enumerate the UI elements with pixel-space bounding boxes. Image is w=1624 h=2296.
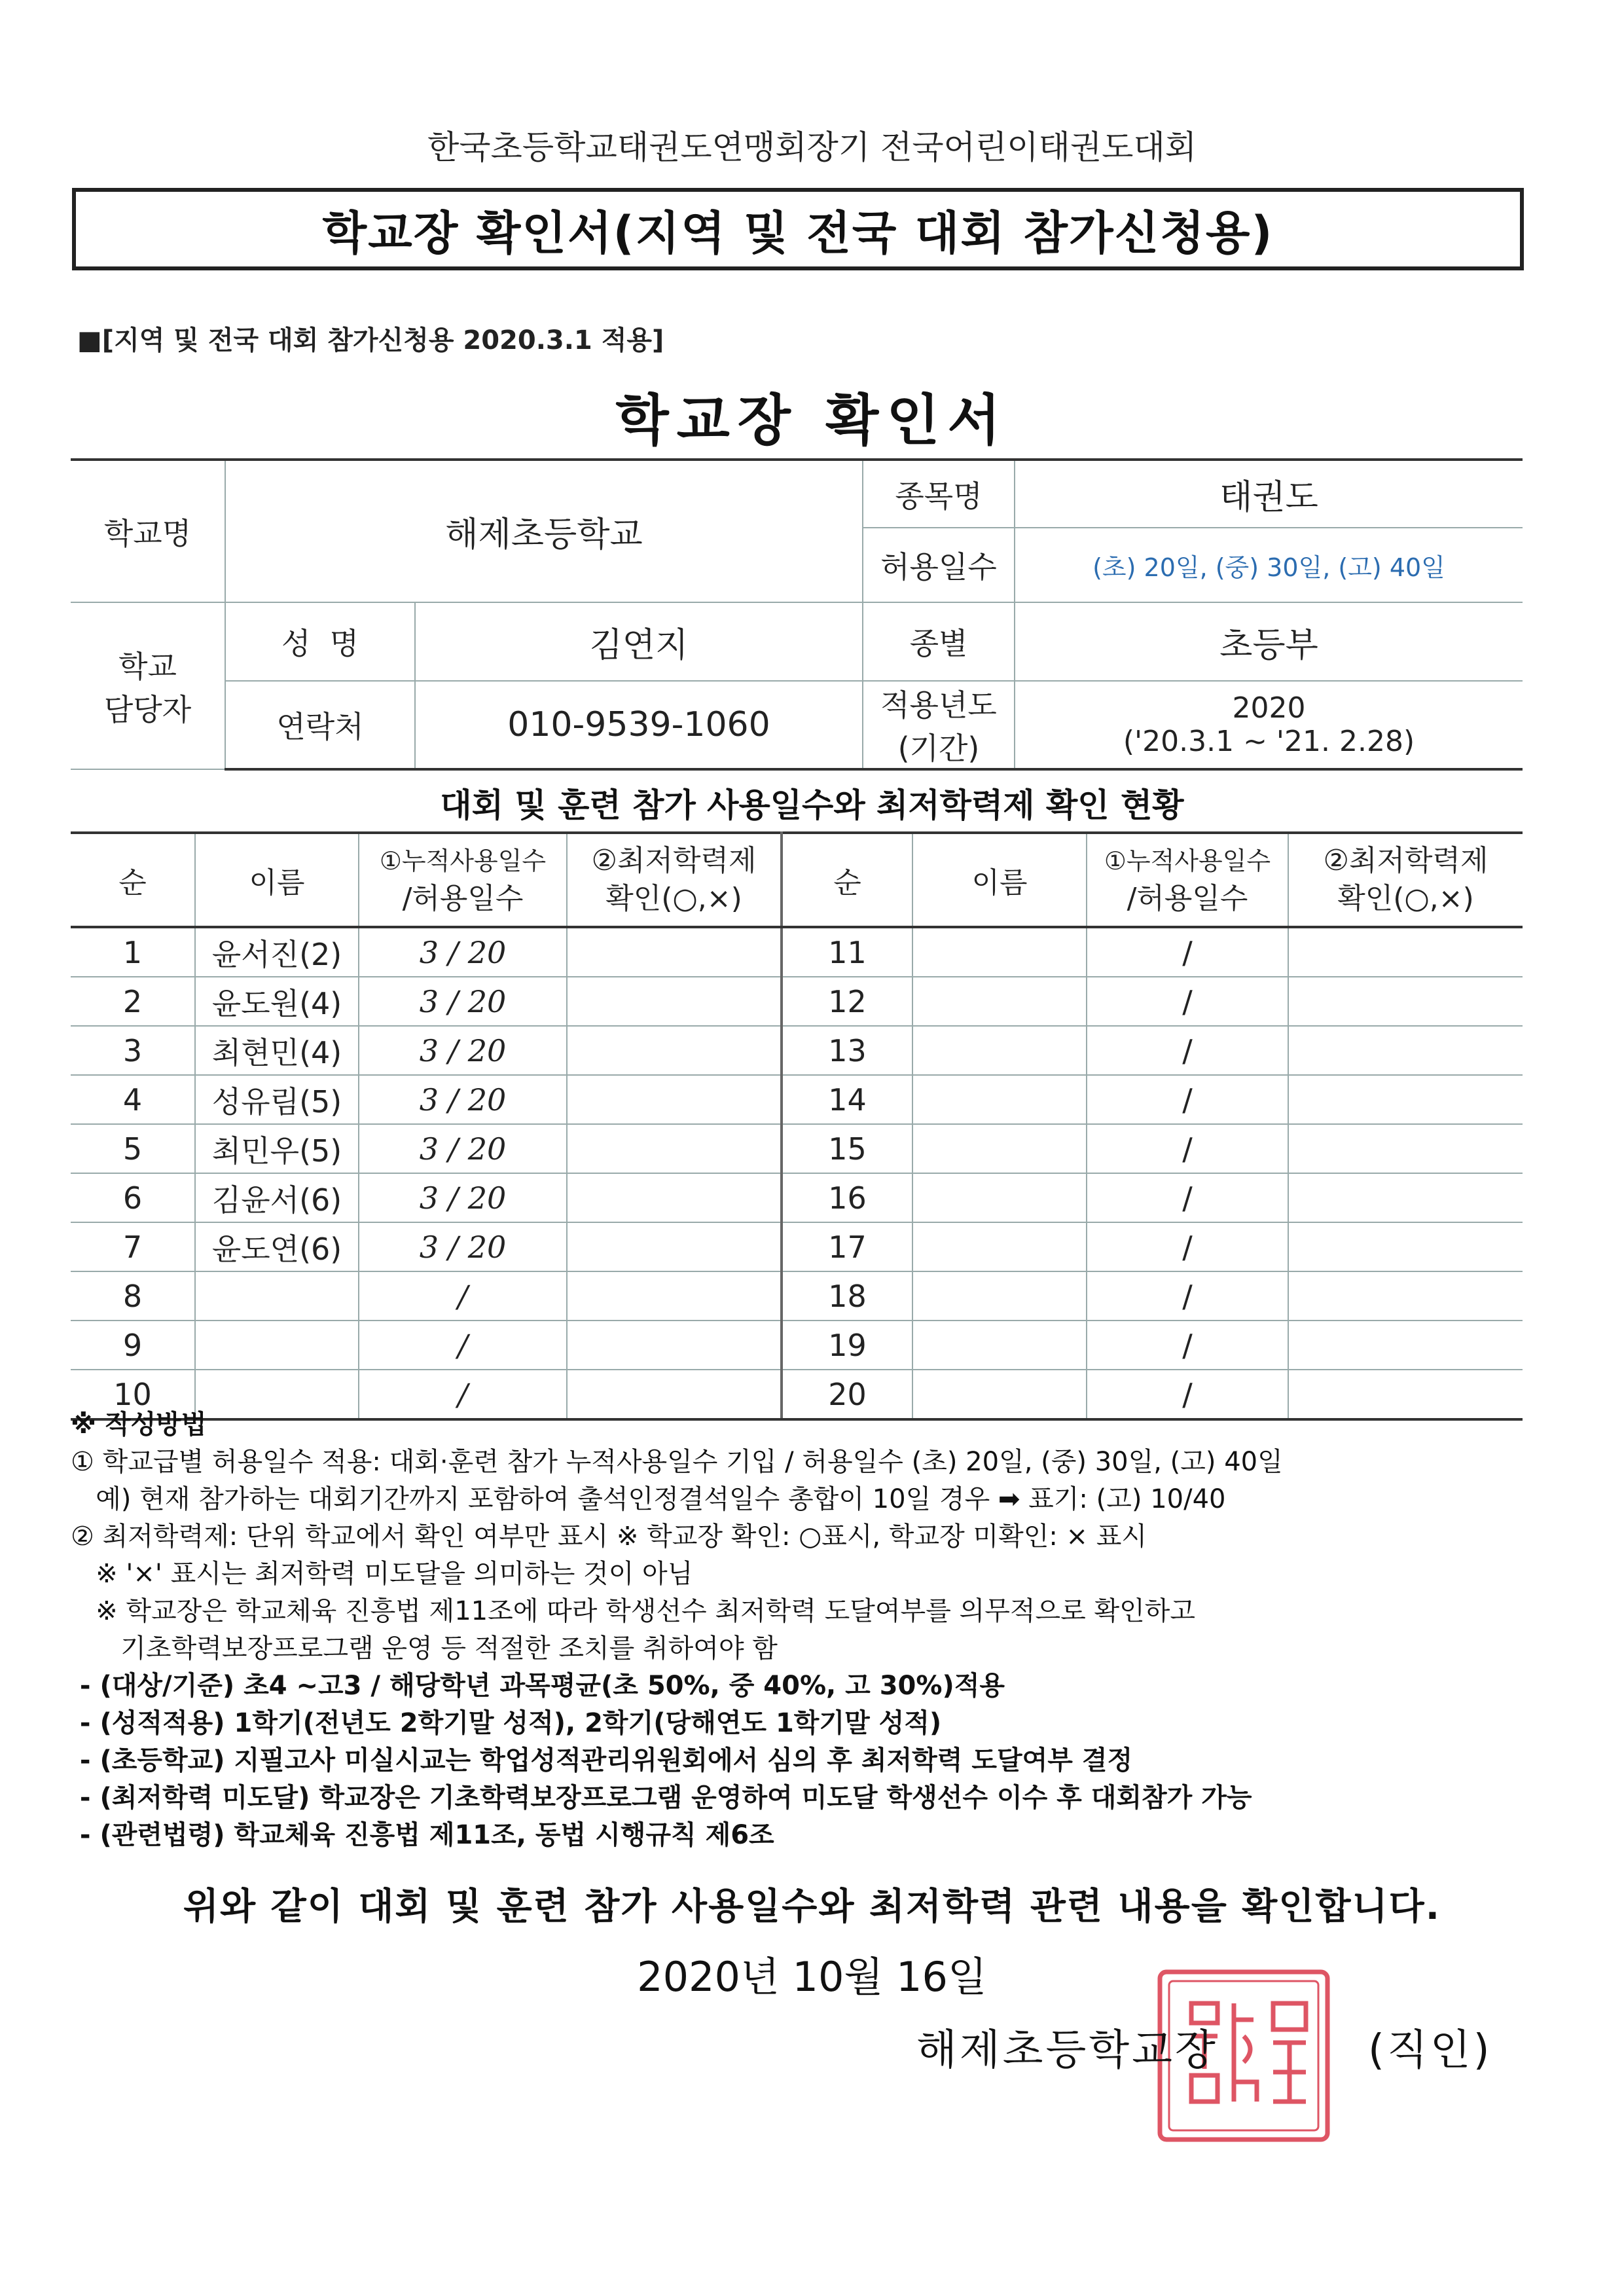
row-number: 6: [71, 1173, 195, 1222]
status-header-row: [71, 833, 1523, 927]
period-year: 2020: [1232, 691, 1306, 725]
main-title: 학교장 확인서: [615, 388, 1009, 452]
min-academic-check: [567, 1271, 782, 1321]
days-used: /: [359, 1321, 567, 1370]
row-number: 11: [782, 927, 912, 977]
status-table: [71, 831, 1523, 1421]
min-academic-check: [1288, 927, 1523, 977]
instruction-line: - (대상/기준) 초4 ~고3 / 해당학년 과목평균(초 50%, 중 40%, 고 30%)적용: [71, 1671, 1005, 1701]
document-date: 2020년 10월 16일: [637, 1953, 987, 2001]
min-academic-check: [1288, 1124, 1523, 1173]
contact-label: 연락처: [225, 681, 415, 769]
days-used: /: [1087, 977, 1288, 1026]
col-check-line1-right: ②최저학력제: [1323, 844, 1489, 877]
doc-title: 학교장 확인서(지역 및 전국 대회 참가신청용): [322, 206, 1274, 260]
student-name: [912, 1222, 1087, 1271]
row-number: 14: [782, 1075, 912, 1124]
manager-label-line1: 학교: [118, 648, 177, 684]
row-number: 1: [71, 927, 195, 977]
row-number: 20: [782, 1370, 912, 1419]
table-row: [71, 927, 1523, 977]
col-no-header: 순: [71, 833, 195, 927]
days-used: /: [1087, 1026, 1288, 1075]
col-name-header: 이름: [195, 833, 359, 927]
student-name: [912, 1271, 1087, 1321]
category-label: 종별: [863, 602, 1015, 681]
table-row: [71, 1124, 1523, 1173]
student-name: [912, 1026, 1087, 1075]
days-used: 3 / 20: [359, 1026, 567, 1075]
row-number: 12: [782, 977, 912, 1026]
days-used: 3 / 20: [359, 977, 567, 1026]
row-number: 7: [71, 1222, 195, 1271]
min-academic-check: [567, 1124, 782, 1173]
table-row: [71, 1026, 1523, 1075]
col-days-header: [359, 833, 567, 927]
manager-label: [71, 602, 225, 769]
doc-title-box: [72, 188, 1524, 270]
school-name: 해제초등학교: [225, 460, 863, 602]
student-name: 윤도연(6): [195, 1222, 359, 1271]
days-used: /: [1087, 1124, 1288, 1173]
table-row: [71, 1173, 1523, 1222]
status-body: [71, 927, 1523, 1419]
row-number: 8: [71, 1271, 195, 1321]
days-used: /: [1087, 927, 1288, 977]
instruction-line: 기초학력보장프로그램 운영 등 적절한 조치를 취하여야 함: [71, 1633, 778, 1664]
manager-label-line2: 담당자: [103, 691, 192, 727]
seal-label: (직인): [1368, 2026, 1492, 2075]
period-range: ('20.3.1 ~ '21. 2.28): [1123, 725, 1415, 758]
table-row: [71, 977, 1523, 1026]
row-number: 18: [782, 1271, 912, 1321]
student-name: 윤도원(4): [195, 977, 359, 1026]
student-name: 최민우(5): [195, 1124, 359, 1173]
days-used: 3 / 20: [359, 1124, 567, 1173]
row-number: 13: [782, 1026, 912, 1075]
min-academic-check: [1288, 1173, 1523, 1222]
col-check-line2: 확인(○,×): [605, 882, 742, 915]
instruction-line: 예) 현재 참가하는 대회기간까지 포함하여 출석인정결석일수 총합이 10일 경우 ➡ 표기: (고) 10/40: [71, 1484, 1226, 1514]
period-label-line2: (기간): [897, 731, 980, 766]
min-academic-check: [1288, 1321, 1523, 1370]
table-row: [71, 1271, 1523, 1321]
row-number: 16: [782, 1173, 912, 1222]
days-used: 3 / 20: [359, 1173, 567, 1222]
col-check-line1: ②최저학력제: [591, 844, 757, 877]
school-label: 학교명: [71, 460, 225, 602]
event-title: 한국초등학교태권도연맹회장기 전국어린이태권도대회: [427, 128, 1197, 166]
row-number: 3: [71, 1026, 195, 1075]
days-used: /: [1087, 1271, 1288, 1321]
row-number: 17: [782, 1222, 912, 1271]
row-number: 19: [782, 1321, 912, 1370]
instruction-line: ※ 학교장은 학교체육 진흥법 제11조에 따라 학생선수 최저학력 도달여부를 의무적으로 확인하고: [71, 1596, 1196, 1626]
contact-value: 010-9539-1060: [415, 681, 863, 769]
instruction-line: - (초등학교) 지필고사 미실시교는 학업성적관리위원회에서 심의 후 최저학력 도달여부 결정: [71, 1745, 1133, 1776]
confirm-sentence: 위와 같이 대회 및 훈련 참가 사용일수와 최저학력 관련 내용을 확인합니다.: [183, 1886, 1441, 1928]
min-academic-check: [1288, 1271, 1523, 1321]
instruction-line: - (관련법령) 학교체육 진흥법 제11조, 동법 시행규칙 제6조: [71, 1820, 774, 1850]
table-row: [71, 1321, 1523, 1370]
student-name: 윤서진(2): [195, 927, 359, 977]
sport-value: 태권도: [1015, 460, 1523, 528]
min-academic-check: [567, 1321, 782, 1370]
student-name: [912, 1173, 1087, 1222]
min-academic-check: [567, 1075, 782, 1124]
row-number: 5: [71, 1124, 195, 1173]
instructions-heading: ※ 작성방법: [71, 1410, 207, 1440]
instruction-line: ② 최저학력제: 단위 학교에서 확인 여부만 표시 ※ 학교장 확인: ○표시, 학교장 미확인: × 표시: [71, 1522, 1147, 1552]
days-used: 3 / 20: [359, 927, 567, 977]
min-academic-check: [1288, 1026, 1523, 1075]
min-academic-check: [567, 977, 782, 1026]
student-name: [195, 1321, 359, 1370]
signer-name: 해제초등학교장: [916, 2026, 1218, 2075]
student-name: [912, 1321, 1087, 1370]
manager-name: 김연지: [415, 602, 863, 681]
days-used: /: [1087, 1075, 1288, 1124]
student-name: [912, 927, 1087, 977]
col-days-header-right: [1087, 833, 1288, 927]
row-number: 10: [71, 1370, 195, 1419]
days-used: /: [1087, 1173, 1288, 1222]
col-days-line1-right: ①누적사용일수: [1104, 847, 1271, 875]
days-used: /: [359, 1271, 567, 1321]
min-academic-check: [567, 1026, 782, 1075]
instruction-line: - (최저학력 미도달) 학교장은 기초학력보장프로그램 운영하여 미도달 학생선수 이수 후 대회참가 가능: [71, 1783, 1252, 1813]
period-label: [863, 681, 1015, 769]
student-name: 최현민(4): [195, 1026, 359, 1075]
min-academic-check: [567, 1173, 782, 1222]
days-used: /: [1087, 1321, 1288, 1370]
row-number: 4: [71, 1075, 195, 1124]
student-name: [912, 1124, 1087, 1173]
allowed-days-value: (초) 20일, (중) 30일, (고) 40일: [1015, 528, 1523, 602]
period-value: [1015, 681, 1523, 769]
min-academic-check: [1288, 977, 1523, 1026]
col-check-header-right: [1288, 833, 1523, 927]
student-name: [912, 1075, 1087, 1124]
student-name: 김윤서(6): [195, 1173, 359, 1222]
col-check-line2-right: 확인(○,×): [1337, 882, 1474, 915]
col-days-line1: ①누적사용일수: [379, 847, 547, 875]
instructions: [71, 1406, 1524, 1854]
instruction-line: ① 학교급별 허용일수 적용: 대회·훈련 참가 누적사용일수 기입 / 허용일수 (초) 20일, (중) 30일, (고) 40일: [71, 1447, 1283, 1477]
col-check-header: [567, 833, 782, 927]
name-label: 성 명: [225, 602, 415, 681]
days-used: /: [359, 1370, 567, 1419]
row-number: 2: [71, 977, 195, 1026]
table-row: [71, 1222, 1523, 1271]
min-academic-check: [1288, 1222, 1523, 1271]
row-number: 9: [71, 1321, 195, 1370]
instruction-line: - (성적적용) 1학기(전년도 2학기말 성적), 2학기(당해연도 1학기말 성적): [71, 1708, 942, 1738]
row-number: 15: [782, 1124, 912, 1173]
min-academic-check: [1288, 1075, 1523, 1124]
sport-label: 종목명: [863, 460, 1015, 528]
table-row: [71, 1075, 1523, 1124]
allowed-days-label: 허용일수: [863, 528, 1015, 602]
form-note: ■[지역 및 전국 대회 참가신청용 2020.3.1 적용]: [77, 325, 664, 355]
status-title: 대회 및 훈련 참가 사용일수와 최저학력제 확인 현황: [440, 786, 1184, 824]
col-days-line2: /허용일수: [402, 882, 524, 915]
student-name: [912, 977, 1087, 1026]
student-name: [195, 1271, 359, 1321]
days-used: /: [1087, 1222, 1288, 1271]
student-name: 성유림(5): [195, 1075, 359, 1124]
min-academic-check: [567, 927, 782, 977]
days-used: 3 / 20: [359, 1222, 567, 1271]
min-academic-check: [567, 1222, 782, 1271]
col-days-line2-right: /허용일수: [1127, 882, 1248, 915]
info-table: [71, 458, 1523, 771]
period-label-line1: 적용년도: [880, 687, 997, 723]
days-used: /: [1087, 1370, 1288, 1419]
col-no-header-right: 순: [782, 833, 912, 927]
days-used: 3 / 20: [359, 1075, 567, 1124]
col-name-header-right: 이름: [912, 833, 1087, 927]
instruction-line: ※ '×' 표시는 최저학력 미도달을 의미하는 것이 아님: [71, 1559, 693, 1589]
category-value: 초등부: [1015, 602, 1523, 681]
